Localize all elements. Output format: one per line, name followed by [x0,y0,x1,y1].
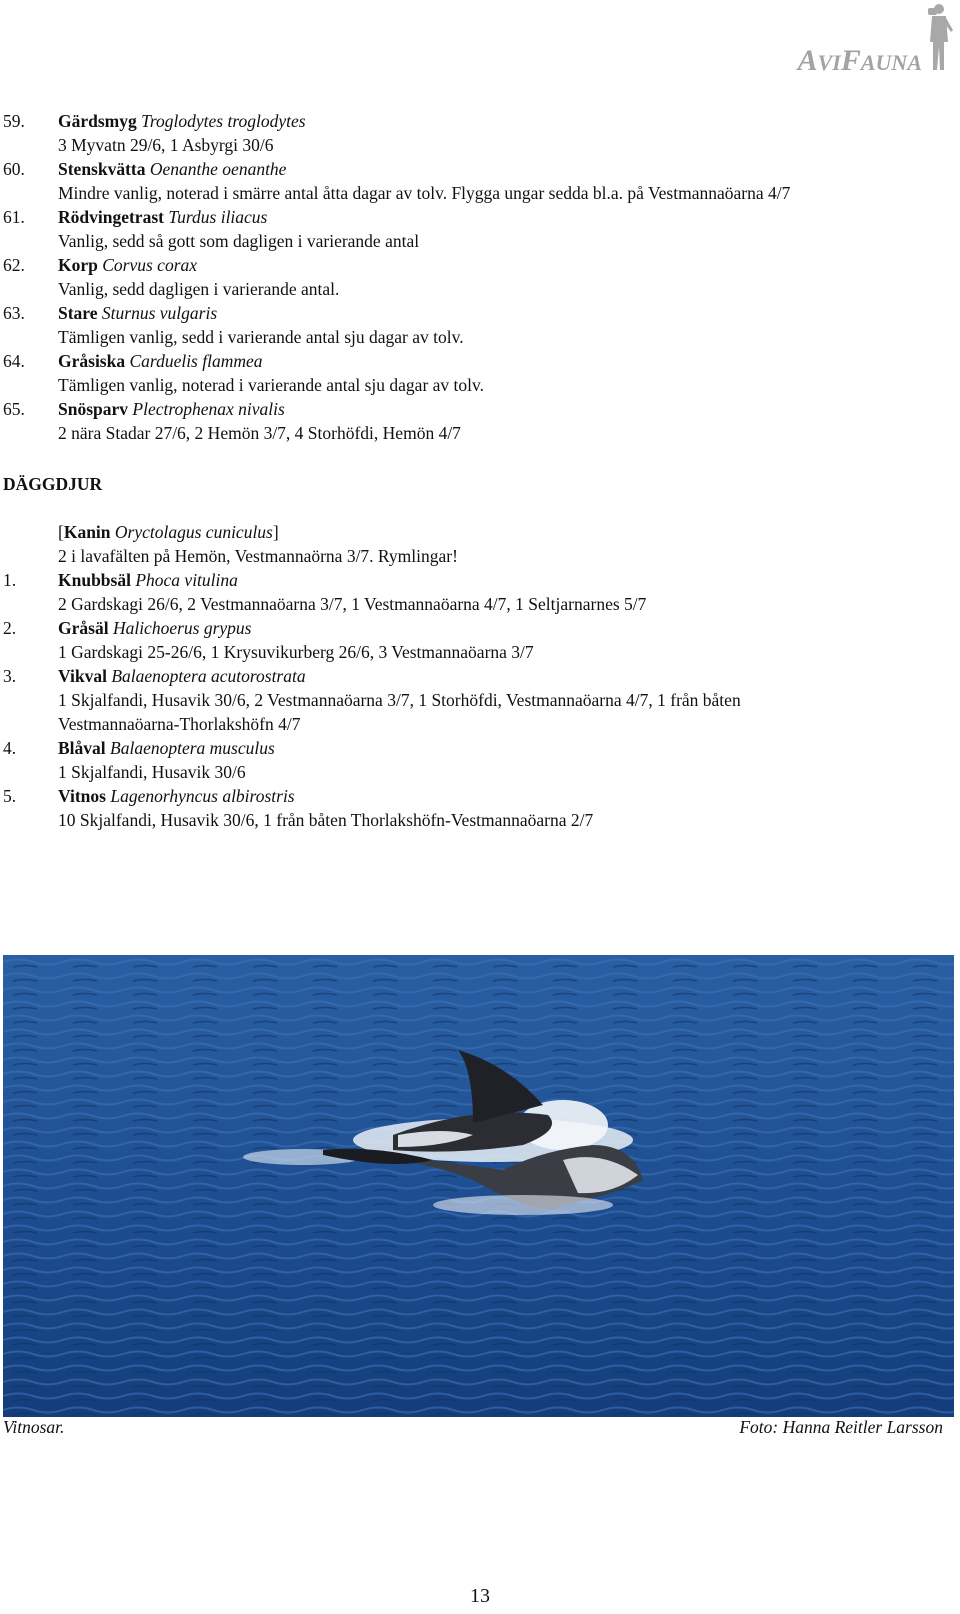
species-note: Vestmannaöarna-Thorlakshöfn 4/7 [58,714,301,734]
species-note: 1 Gardskagi 25-26/6, 1 Krysuvikurberg 26/6, 3 Vestmannaöarna 3/7 [58,642,534,662]
species-note: 2 i lavafälten på Hemön, Vestmannaörna 3/7. Rymlingar! [58,546,458,566]
photo-caption: Vitnosar. [3,1417,65,1437]
section-title: DÄGGDJUR [3,474,103,494]
species-note: Tämligen vanlig, sedd i varierande antal sju dagar av tolv. [58,327,464,347]
photo-credit: Foto: Hanna Reitler Larsson [739,1417,943,1437]
dolphin-photo [3,955,954,1417]
species-note: 2 nära Stadar 27/6, 2 Hemön 3/7, 4 Storhöfdi, Hemön 4/7 [58,423,461,443]
page-number: 13 [470,1585,490,1607]
species-note: 2 Gardskagi 26/6, 2 Vestmannaöarna 3/7, 1 Vestmannaöarna 4/7, 1 Seltjarnarnes 5/7 [58,594,647,614]
birdwatcher-figure-icon [922,2,956,72]
logo-wordmark: AVIFAUNA [797,44,922,77]
species-note: Vanlig, sedd så gott som dagligen i varierande antal [58,231,420,251]
species-note: Vanlig, sedd dagligen i varierande antal. [58,279,340,299]
species-note: 1 Skjalfandi, Husavik 30/6 [58,762,246,782]
species-note: 1 Skjalfandi, Husavik 30/6, 2 Vestmannaöarna 3/7, 1 Storhöfdi, Vestmannaöarna 4/7, 1 från båten [58,690,741,710]
avifauna-logo [770,0,960,80]
species-note: 10 Skjalfandi, Husavik 30/6, 1 från båten Thorlakshöfn-Vestmannaöarna 2/7 [58,810,594,830]
species-note: 3 Myvatn 29/6, 1 Asbyrgi 30/6 [58,135,274,155]
species-note: Mindre vanlig, noterad i smärre antal åtta dagar av tolv. Flygga ungar sedda bl.a. på Vestmannaöarna 4/7 [58,183,791,203]
species-note: Tämligen vanlig, noterad i varierande antal sju dagar av tolv. [58,375,484,395]
